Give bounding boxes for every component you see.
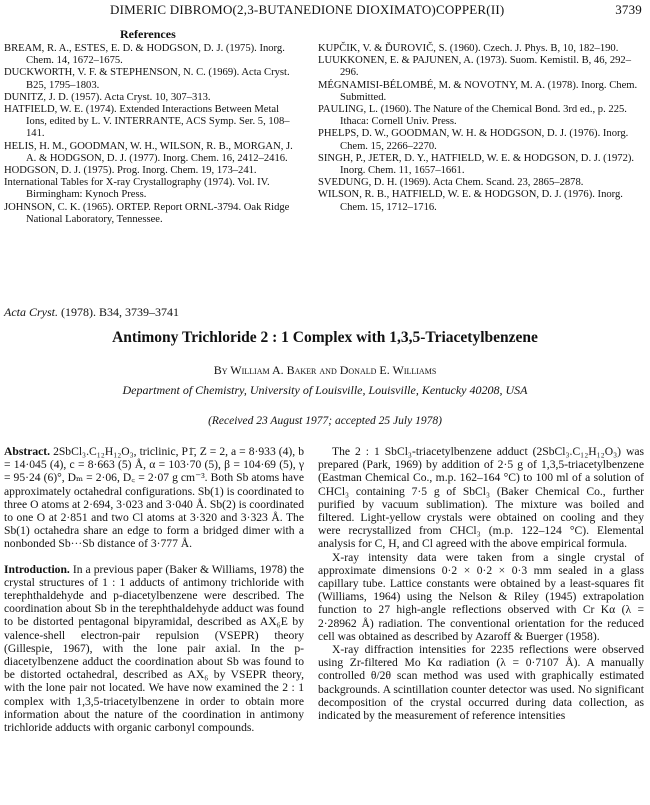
reference-item: WILSON, R. B., HATFIELD, W. E. & HODGSON, D. J. (1976). Inorg. Chem. 15, 1712–1716. xyxy=(318,189,623,213)
body-right-column xyxy=(318,445,644,722)
reference-item: DUCKWORTH, V. F. & STEPHENSON, N. C. (1969). Acta Cryst. B25, 1795–1803. xyxy=(4,67,290,91)
intensity-paragraph: X-ray diffraction intensities for 2235 reflections were observed using Zr-filtered Mo Kα radiation (λ = 0·7107 Å). A manually controlled θ/2θ scan method was used with graphically estimated backgrounds. A scintillation counter detector was used. No significant decomposition of the crystal occurred during data collection, as indicated by the measurement of reference intensities xyxy=(318,643,644,723)
reference-item: PHELPS, D. W., GOODMAN, W. H. & HODGSON, D. J. (1976). Inorg. Chem. 15, 2266–2270. xyxy=(318,128,629,152)
lattice-paragraph: X-ray intensity data were taken from a single crystal of approximate dimensions 0·2 × 0·2 × 0·3 mm sealed in a glass capillary tube. Lattice constants were obtained by a least-squares fit (Williams, 1964) using the Nelson & Riley (1945) extrapolation function to 27 high-angle reflections observed with Cr Kα (λ = 2·28962 Å) radiation. The conventional orientation for the reduced cell was obtained as described by Azaroff & Buerger (1958). xyxy=(318,550,644,643)
body-left-column xyxy=(4,445,304,746)
references-right-column xyxy=(318,43,648,214)
reference-item: DUNITZ, J. D. (1957). Acta Cryst. 10, 307–313. xyxy=(4,91,211,103)
abstract-text: 2SbCl₃.C₁₂H₁₂O₃, triclinic, P1̄, Z = 2, a = 8·933 (4), b = 14·045 (4), c = 8·663 (5) Å, α = 103·70 (5), β = 104·69 (5), γ = 95·24 (6)°, Dₘ = 2·06, D꜀ = 2·07 g cm⁻³. Both Sb atoms have approximately octahedral configurations. Sb(1) is coordinated to three O atoms at 2·694, 3·023 and 3·040 Å. Sb(2) is coordinated to one O at 2·851 and two Cl atoms at 3·320 and 3·323 Å. The Sb(1) octahedra share an edge to form a bridged dimer with a nonbonded Sb···Sb distance of 3·777 Å. xyxy=(4,445,304,551)
article-authors: By William A. Baker and Donald E. Williams xyxy=(213,363,437,377)
received-dates: (Received 23 August 1977; accepted 25 July 1978) xyxy=(208,415,442,427)
reference-item: SINGH, P., JETER, D. Y., HATFIELD, W. E. & HODGSON, D. J. (1972). Inorg. Chem. 11, 1657–1661. xyxy=(318,152,635,177)
journal-citation xyxy=(4,305,179,320)
reference-item: HATFIELD, W. E. (1974). Extended Interactions Between Metal Ions, edited by L. V. INTERRANTE, ACS Symp. Ser. 5, 108–141. xyxy=(4,104,290,140)
introduction-paragraph xyxy=(4,563,304,735)
preparation-paragraph: The 2 : 1 SbCl₃-triacetylbenzene adduct (2SbCl₃.C₁₂H₁₂O₃) was prepared (Park, 1969) by addition of 2·5 g of 1,3,5-triacetylbenzene (Eastman Chemical Co., m.p. 162–164 °C) to 100 ml of a solution of CHCl₃ containing 7·5 g of SbCl₃ (Baker Chemical Co., further purified by vacuum sublimation). The mixture was boiled and filtered. Light-yellow crystals were obtained on cooling and they were recrystallized from CHCl₃ (m.p. 122–124 °C). Elemental analysis for C, H, and Cl agreed with the above empirical formula. xyxy=(318,445,644,551)
abstract-label: Abstract. xyxy=(4,445,51,458)
reference-item: HELIS, H. M., GOODMAN, W. H., WILSON, R. B., MORGAN, J. A. & HODGSON, D. J. (1977). Inorg. Chem. 16, 2412–2416. xyxy=(4,140,293,164)
running-head xyxy=(0,2,650,20)
reference-item: LUUKKONEN, E. & PAJUNEN, A. (1973). Suom. Kemistil. B, 46, 292–296. xyxy=(318,55,632,79)
reference-item: HODGSON, D. J. (1975). Prog. Inorg. Chem. 19, 173–241. xyxy=(4,165,257,177)
references-left-column xyxy=(4,43,300,226)
reference-item: BREAM, R. A., ESTES, E. D. & HODGSON, D. J. (1975). Inorg. Chem. 14, 1672–1675. xyxy=(4,43,285,67)
article-title: Antimony Trichloride 2 : 1 Complex with 1,3,5-Triacetylbenzene xyxy=(112,329,538,346)
reference-item: JOHNSON, C. K. (1965). ORTEP. Report ORNL-3794. Oak Ridge National Laboratory, Tennessee. xyxy=(4,201,290,225)
reference-item: SVEDUNG, D. H. (1969). Acta Chem. Scand. 23, 2865–2878. xyxy=(318,177,584,189)
reference-item: KUPČIK, V. & ĎUROVIČ, S. (1960). Czech. J. Phys. B, 10, 182–190. xyxy=(318,43,619,54)
page-number: 3739 xyxy=(615,2,642,17)
reference-item: International Tables for X-ray Crystallography (1974). Vol. IV. Birmingham: Kynoch Press. xyxy=(4,177,270,201)
reference-item: PAULING, L. (1960). The Nature of the Chemical Bond. 3rd ed., p. 225. Ithaca: Cornell Univ. Press. xyxy=(318,104,627,128)
author-affiliation: Department of Chemistry, University of Louisville, Louisville, Kentucky 40208, USA xyxy=(122,383,528,397)
citation-details: (1978). B34, 3739–3741 xyxy=(61,305,179,319)
journal-name: Acta Cryst. xyxy=(4,305,58,319)
abstract-paragraph xyxy=(4,445,304,551)
reference-item: MÉGNAMISI-BÉLOMBÉ, M. & NOVOTNY, M. A. (1978). Inorg. Chem. Submitted. xyxy=(318,79,638,103)
introduction-label: Introduction. xyxy=(4,562,70,576)
introduction-text: In a previous paper (Baker & Williams, 1978) the crystal structures of 1 : 1 adducts of antimony trichloride with terephthaldehyde and p-diacetylbenzene were described. The coordination about Sb in the terephthaldehyde adduct was found to be distorted pentagonal bipyramidal, described as AX₆E by valence-shell electron-pair repulsion (VSEPR) theory (Gillespie, 1967), with the lone pair axial. In the p-diacetylbenzene adduct the coordination about Sb was found to be distorted octahedral, described as AX₆ by VSEPR theory, with the lone pair not located. We have now examined the 2 : 1 complex with 1,3,5-triacetylbenzene in order to obtain more information about the nature of the coordination in antimony trichloride adducts with organic carbonyl compounds. xyxy=(4,562,304,735)
running-head-title: DIMERIC DIBROMO(2,3-BUTANEDIONE DIOXIMATO)COPPER(II) xyxy=(110,2,505,17)
references-heading: References xyxy=(120,27,176,41)
